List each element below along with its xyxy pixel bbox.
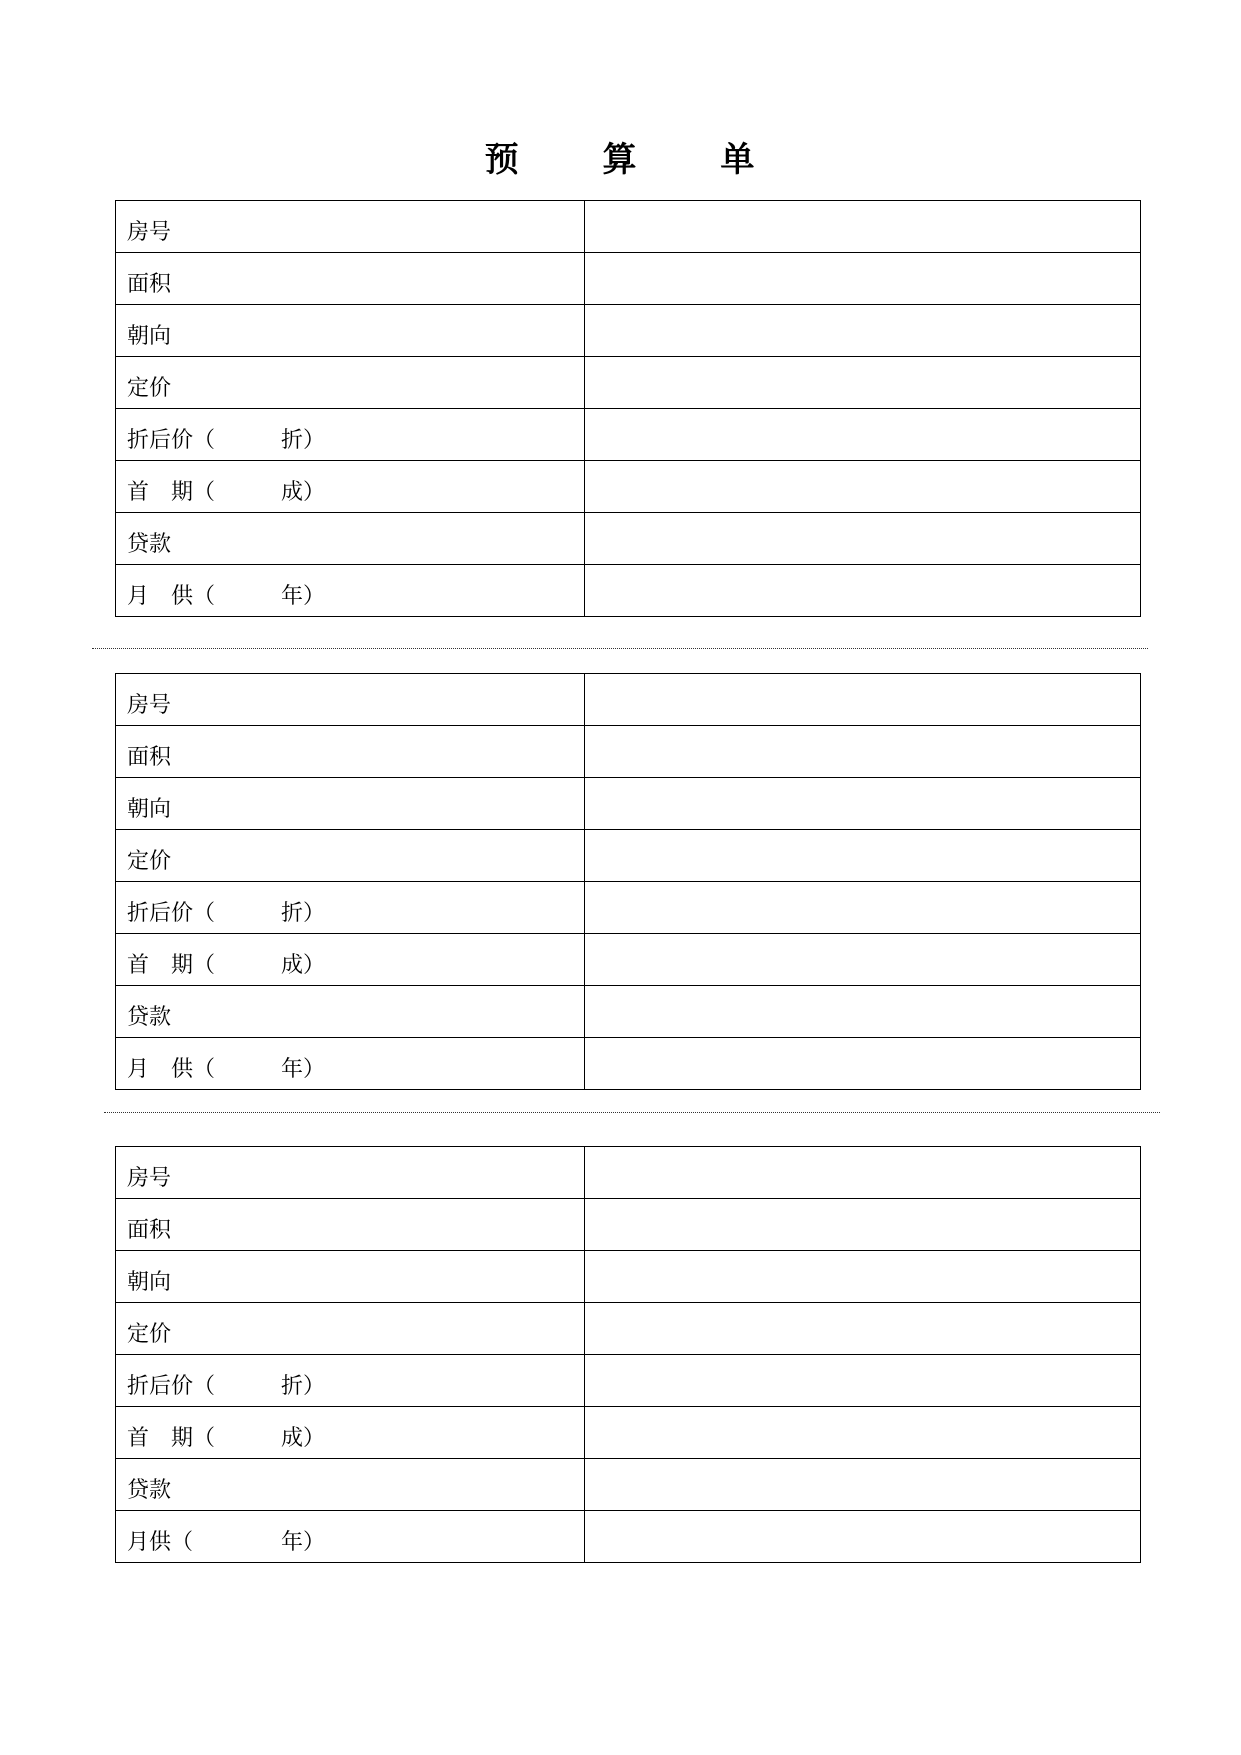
orientation-value-cell[interactable] — [585, 778, 1141, 830]
discount-price-value-cell[interactable] — [585, 409, 1141, 461]
list-price-label: 定价 — [127, 376, 172, 401]
form-row-orientation — [116, 1251, 1141, 1303]
area-label: 面积 — [127, 745, 172, 770]
orientation-value-cell[interactable] — [585, 305, 1141, 357]
loan-value-cell[interactable] — [585, 513, 1141, 565]
label-cell — [116, 674, 585, 726]
dotted-cut-line — [104, 1112, 1160, 1113]
title-char-3: 单 — [720, 140, 757, 180]
form-row-down-payment — [116, 461, 1141, 513]
label-cell — [116, 1251, 585, 1303]
form-row-room-number — [116, 674, 1141, 726]
area-label: 面积 — [127, 272, 172, 297]
area-label: 面积 — [127, 1218, 172, 1243]
room-number-label: 房号 — [127, 1166, 172, 1191]
form-row-orientation — [116, 305, 1141, 357]
label-cell — [116, 1303, 585, 1355]
label-cell — [116, 305, 585, 357]
label-cell — [116, 1355, 585, 1407]
label-cell — [116, 1038, 585, 1090]
discount-price-value-cell[interactable] — [585, 1355, 1141, 1407]
budget-form-1 — [115, 200, 1141, 617]
room-number-label: 房号 — [127, 693, 172, 718]
form-row-down-payment — [116, 934, 1141, 986]
form-row-orientation — [116, 778, 1141, 830]
form-row-list-price — [116, 1303, 1141, 1355]
room-number-value-cell[interactable] — [585, 1147, 1141, 1199]
label-cell — [116, 1147, 585, 1199]
form-row-area — [116, 1199, 1141, 1251]
label-cell — [116, 830, 585, 882]
discount-price-label: 折后价（ 折） — [127, 1374, 326, 1399]
title-char-2: 算 — [602, 140, 639, 180]
form-row-monthly-payment — [116, 1511, 1141, 1563]
list-price-label: 定价 — [127, 1322, 172, 1347]
discount-price-value-cell[interactable] — [585, 882, 1141, 934]
label-cell — [116, 778, 585, 830]
orientation-label: 朝向 — [127, 1270, 172, 1295]
loan-label: 贷款 — [127, 1478, 172, 1503]
form-row-list-price — [116, 357, 1141, 409]
area-value-cell[interactable] — [585, 726, 1141, 778]
list-price-value-cell[interactable] — [585, 1303, 1141, 1355]
discount-price-label: 折后价（ 折） — [127, 428, 326, 453]
loan-value-cell[interactable] — [585, 1459, 1141, 1511]
form-row-area — [116, 253, 1141, 305]
room-number-value-cell[interactable] — [585, 674, 1141, 726]
label-cell — [116, 357, 585, 409]
area-value-cell[interactable] — [585, 1199, 1141, 1251]
form-row-discount-price — [116, 409, 1141, 461]
form-row-area — [116, 726, 1141, 778]
title-char-1: 预 — [484, 140, 521, 180]
form-row-down-payment — [116, 1407, 1141, 1459]
label-cell — [116, 1511, 585, 1563]
form-row-loan — [116, 1459, 1141, 1511]
down-payment-value-cell[interactable] — [585, 461, 1141, 513]
down-payment-value-cell[interactable] — [585, 934, 1141, 986]
label-cell — [116, 882, 585, 934]
label-cell — [116, 1199, 585, 1251]
dotted-cut-line — [92, 648, 1148, 649]
list-price-value-cell[interactable] — [585, 830, 1141, 882]
down-payment-label: 首 期（ 成） — [127, 1426, 326, 1451]
form-row-monthly-payment — [116, 1038, 1141, 1090]
form-row-room-number — [116, 201, 1141, 253]
discount-price-label: 折后价（ 折） — [127, 901, 326, 926]
page-title — [0, 140, 1241, 180]
label-cell — [116, 726, 585, 778]
down-payment-value-cell[interactable] — [585, 1407, 1141, 1459]
monthly-payment-value-cell[interactable] — [585, 1511, 1141, 1563]
monthly-payment-label: 月供（ 年） — [127, 1530, 326, 1555]
label-cell — [116, 934, 585, 986]
room-number-value-cell[interactable] — [585, 201, 1141, 253]
loan-value-cell[interactable] — [585, 986, 1141, 1038]
form-row-room-number — [116, 1147, 1141, 1199]
form-row-discount-price — [116, 1355, 1141, 1407]
monthly-payment-label: 月 供（ 年） — [127, 1057, 326, 1082]
label-cell — [116, 986, 585, 1038]
orientation-value-cell[interactable] — [585, 1251, 1141, 1303]
form-row-loan — [116, 986, 1141, 1038]
down-payment-label: 首 期（ 成） — [127, 953, 326, 978]
list-price-value-cell[interactable] — [585, 357, 1141, 409]
monthly-payment-value-cell[interactable] — [585, 1038, 1141, 1090]
loan-label: 贷款 — [127, 532, 172, 557]
down-payment-label: 首 期（ 成） — [127, 480, 326, 505]
label-cell — [116, 513, 585, 565]
form-row-loan — [116, 513, 1141, 565]
label-cell — [116, 461, 585, 513]
budget-form-3 — [115, 1146, 1141, 1563]
form-row-list-price — [116, 830, 1141, 882]
label-cell — [116, 1407, 585, 1459]
monthly-payment-value-cell[interactable] — [585, 565, 1141, 617]
label-cell — [116, 565, 585, 617]
orientation-label: 朝向 — [127, 797, 172, 822]
area-value-cell[interactable] — [585, 253, 1141, 305]
label-cell — [116, 201, 585, 253]
label-cell — [116, 253, 585, 305]
loan-label: 贷款 — [127, 1005, 172, 1030]
label-cell — [116, 409, 585, 461]
form-row-monthly-payment — [116, 565, 1141, 617]
monthly-payment-label: 月 供（ 年） — [127, 584, 326, 609]
label-cell — [116, 1459, 585, 1511]
room-number-label: 房号 — [127, 220, 172, 245]
form-row-discount-price — [116, 882, 1141, 934]
orientation-label: 朝向 — [127, 324, 172, 349]
budget-form-2 — [115, 673, 1141, 1090]
list-price-label: 定价 — [127, 849, 172, 874]
